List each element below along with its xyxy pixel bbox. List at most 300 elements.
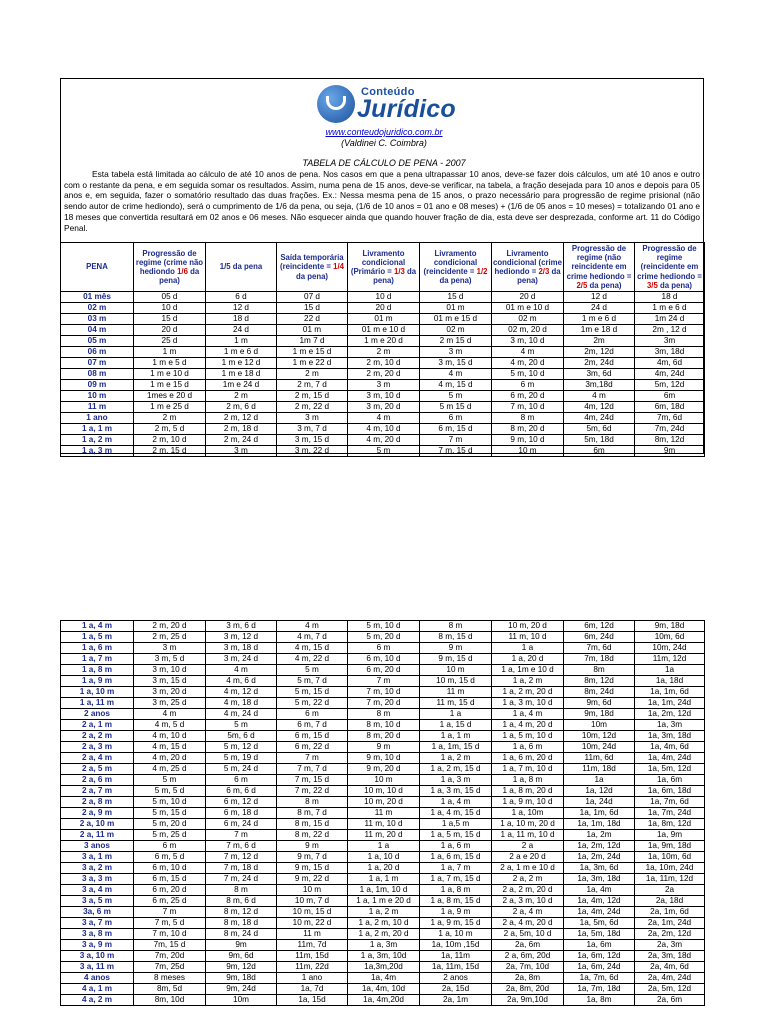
value-cell: 6m, 24d (564, 632, 635, 643)
value-cell: 01 m (277, 325, 348, 336)
value-cell: 11m, 12d (635, 654, 705, 665)
value-cell: 2 a (492, 841, 564, 852)
value-cell: 1a, 8m, 12d (635, 819, 705, 830)
value-cell: 1 a, 10 d (348, 852, 420, 863)
value-cell: 1 a, 2 m (348, 907, 420, 918)
value-cell: 1a, 12d (564, 786, 635, 797)
value-cell: 10m, 24d (635, 643, 705, 654)
value-cell: 8m, 10d (134, 995, 206, 1006)
value-cell: 1a, 24d (564, 797, 635, 808)
value-cell: 5 m, 19 d (206, 753, 277, 764)
pena-table-bottom (60, 620, 705, 1006)
table-row (61, 336, 705, 347)
value-cell: 3 m, 7 d (277, 424, 348, 435)
value-cell: 2 m, 18 d (206, 424, 277, 435)
value-cell: 4m, 6d (635, 358, 705, 369)
value-cell: 10 m (348, 775, 420, 786)
value-cell: 7m, 6d (564, 643, 635, 654)
value-cell: 5 m, 20 d (134, 819, 206, 830)
value-cell: 1a, 6m, 18d (635, 786, 705, 797)
pena-cell: 10 m (61, 391, 134, 402)
value-cell: 10 m (492, 446, 564, 457)
value-cell: 5 m, 10 d (348, 621, 420, 632)
value-cell: 1 a, 1 m (420, 731, 492, 742)
column-header: Progressão de regime (reincidente em crime hediondo = 3/5 da pena) (635, 243, 705, 292)
value-cell: 4 m, 15 d (277, 643, 348, 654)
value-cell: 12 d (564, 292, 635, 303)
value-cell: 10 m, 15 d (420, 676, 492, 687)
value-cell: 2 a, 2 m (492, 874, 564, 885)
table-row (61, 632, 705, 643)
value-cell: 2 m (206, 391, 277, 402)
value-cell: 25 d (134, 336, 206, 347)
value-cell: 15 d (420, 292, 492, 303)
value-cell: 4 m, 10 d (134, 731, 206, 742)
intro-paragraph: Esta tabela está limitada ao cálculo de até 10 anos de pena. Nos casos em que a pena ultrapassar 10 anos, deve-se fazer dois cálculos, um até 10 anos e outro com o restante da pena, e em seguida somar os resultados. Assim, numa pena de 15 anos, deve-se verificar, na tabela, a fração desejada para 10 anos e depois para 05 anos e, em seguida, fazer o somatório resultado das duas frações. Ex.: Nessa mesma pena de 15 anos, o prazo necessário para progressão de regime prisional (não sendo autor de crime hediondo), será o cumprimento de 1/6 da pena, ou seja, (1/6 de 10 anos = 01 ano e 08 meses) + (1/6 de 05 anos = 10 meses) = totalizando 01 ano e 18 meses que convertida resultará em 02 anos e 06 meses. Não esquecer ainda que quando houver fração de dia, esta deve ser desprezada, conforme art. 11 do Código Penal. (64, 169, 700, 233)
pena-cell: 1 a, 8 m (61, 665, 134, 676)
value-cell: 8 m, 10 d (348, 720, 420, 731)
value-cell: 9m, 18d (635, 621, 705, 632)
value-cell: 10 m, 15 d (277, 907, 348, 918)
value-cell: 2m (564, 336, 635, 347)
value-cell: 2 a, 5m, 10 d (492, 929, 564, 940)
value-cell: 10 d (348, 292, 420, 303)
value-cell: 1a, 1m, 18d (564, 819, 635, 830)
value-cell: 2a, 3m (635, 940, 705, 951)
value-cell: 1 m e 10 d (134, 369, 206, 380)
value-cell: 4 m (206, 665, 277, 676)
value-cell: 1a, 2m, 12d (635, 709, 705, 720)
table-row (61, 347, 705, 358)
value-cell: 9m (206, 940, 277, 951)
value-cell: 8 m, 24 d (206, 929, 277, 940)
value-cell: 7 m, 18 d (206, 863, 277, 874)
pena-cell: 11 m (61, 402, 134, 413)
value-cell: 6 m (492, 380, 564, 391)
value-cell: 2m, 24d (564, 358, 635, 369)
value-cell: 1 m e 6 d (635, 303, 705, 314)
value-cell: 07 d (277, 292, 348, 303)
value-cell: 1a, 7m, 6d (635, 797, 705, 808)
value-cell: 11 m, 10 d (492, 632, 564, 643)
value-cell: 6 m, 24 d (206, 819, 277, 830)
value-cell: 01 m e 10 d (492, 303, 564, 314)
value-cell: 4 m, 10 d (348, 424, 420, 435)
value-cell: 10 m, 20 d (348, 797, 420, 808)
value-cell: 11m, 6d (564, 753, 635, 764)
value-cell: 4 m, 20 d (492, 358, 564, 369)
value-cell: 01 m (348, 314, 420, 325)
value-cell: 7 m, 5 d (134, 918, 206, 929)
pena-cell: 04 m (61, 325, 134, 336)
value-cell: 1a, 6m, 12d (564, 951, 635, 962)
value-cell: 2a, 15d (420, 984, 492, 995)
pena-cell: 4 a, 2 m (61, 995, 134, 1006)
value-cell: 11 m (420, 687, 492, 698)
value-cell: 4 m, 7 d (277, 632, 348, 643)
pena-cell: 3 a, 4 m (61, 885, 134, 896)
value-cell: 3 m, 15 d (277, 435, 348, 446)
value-cell: 02 m, 20 d (492, 325, 564, 336)
pena-cell: 3 a, 9 m (61, 940, 134, 951)
table-row (61, 962, 705, 973)
pena-cell: 4 a, 1 m (61, 984, 134, 995)
table-row (61, 852, 705, 863)
value-cell: 4 m, 15 d (420, 380, 492, 391)
value-cell: 2 m, 5 d (134, 424, 206, 435)
value-cell: 1 a, 4 m, 20 d (492, 720, 564, 731)
value-cell: 6 m, 20 d (134, 885, 206, 896)
value-cell: 02 m (492, 314, 564, 325)
table-row (61, 951, 705, 962)
value-cell: 9m, 18d (564, 709, 635, 720)
table-row (61, 435, 705, 446)
table-row (61, 314, 705, 325)
column-header: Livramento condicional (Primário = 1/3 da pena) (348, 243, 420, 292)
value-cell: 6m (564, 446, 635, 457)
value-cell: 6m (635, 391, 705, 402)
value-cell: 9m (635, 446, 705, 457)
value-cell: 6 m, 12 d (206, 797, 277, 808)
value-cell: 1 m e 18 d (206, 369, 277, 380)
value-cell: 8 m (277, 797, 348, 808)
value-cell: 2a, 3m, 18d (635, 951, 705, 962)
value-cell: 6 m, 20 d (492, 391, 564, 402)
value-cell: 8 m, 20 d (492, 424, 564, 435)
value-cell: 5m, 12d (635, 380, 705, 391)
value-cell: 3 m, 15 d (134, 676, 206, 687)
value-cell: 4 m, 22 d (277, 654, 348, 665)
value-cell: 15 d (134, 314, 206, 325)
pena-cell: 2 a, 7 m (61, 786, 134, 797)
value-cell: 1 a (492, 643, 564, 654)
table-row (61, 885, 705, 896)
value-cell: 9m, 18d (206, 973, 277, 984)
value-cell: 1 m e 22 d (277, 358, 348, 369)
value-cell: 3 m, 6 d (206, 621, 277, 632)
value-cell: 1a, 2m, 12d (564, 841, 635, 852)
table-row (61, 687, 705, 698)
value-cell: 1 a, 6 m, 20 d (492, 753, 564, 764)
value-cell: 9 m, 22 d (277, 874, 348, 885)
pena-cell: 3 a, 11 m (61, 962, 134, 973)
value-cell: 4 m, 6 d (206, 676, 277, 687)
value-cell: 1a (564, 775, 635, 786)
value-cell: 1a, 1m, 6d (564, 808, 635, 819)
value-cell: 1m e 18 d (564, 325, 635, 336)
value-cell: 11m, 22d (277, 962, 348, 973)
value-cell: 1 a, 1 m e 20 d (348, 896, 420, 907)
value-cell: 10m, 6d (635, 632, 705, 643)
value-cell: 1a,3m,20d (348, 962, 420, 973)
value-cell: 1 a,5 m (420, 819, 492, 830)
table-row (61, 830, 705, 841)
value-cell: 5 m, 15 d (277, 687, 348, 698)
pena-cell: 3 anos (61, 841, 134, 852)
value-cell: 2 a e 20 d (492, 852, 564, 863)
value-cell: 4m, 24d (564, 413, 635, 424)
value-cell: 3m, 6d (564, 369, 635, 380)
value-cell: 1a, 11m, 12d (635, 874, 705, 885)
pena-cell: 3 a, 7 m (61, 918, 134, 929)
value-cell: 6 m, 15 d (277, 731, 348, 742)
value-cell: 5 m (420, 391, 492, 402)
value-cell: 1a, 10m, 6d (635, 852, 705, 863)
website-link[interactable]: www.conteudojuridico.com.br (325, 127, 443, 137)
value-cell: 1a, 1m, 24d (635, 698, 705, 709)
value-cell: 5 m, 7 d (277, 676, 348, 687)
value-cell: 11 m, 15 d (420, 698, 492, 709)
value-cell: 1 a, 5 m, 10 d (492, 731, 564, 742)
table-row (61, 665, 705, 676)
value-cell: 3 m (420, 347, 492, 358)
value-cell: 1 a, 3 m (420, 775, 492, 786)
value-cell: 1m e 24 d (206, 380, 277, 391)
value-cell: 3m, 18d (635, 347, 705, 358)
value-cell: 9 m, 15 d (420, 654, 492, 665)
value-cell: 1 a, 3 m, 10 d (492, 698, 564, 709)
value-cell: 1a, 7m, 24d (635, 808, 705, 819)
value-cell: 9 m (277, 841, 348, 852)
value-cell: 18 d (635, 292, 705, 303)
value-cell: 7 m (348, 676, 420, 687)
pena-cell: 1 a, 10 m (61, 687, 134, 698)
value-cell: 2a (635, 885, 705, 896)
table-row (61, 720, 705, 731)
logo-top-text: Conteúdo (361, 86, 415, 98)
table-row (61, 380, 705, 391)
value-cell: 8 m, 20 d (348, 731, 420, 742)
value-cell: 1 a, 6 m, 15 d (420, 852, 492, 863)
value-cell: 1a, 2m (564, 830, 635, 841)
value-cell: 1a, 3m, 18d (564, 874, 635, 885)
value-cell: 4 m, 24 d (206, 709, 277, 720)
value-cell: 11 m, 10 d (348, 819, 420, 830)
value-cell: 2 anos (420, 973, 492, 984)
value-cell: 5m, 6 d (206, 731, 277, 742)
value-cell: 6 m, 15 d (134, 874, 206, 885)
value-cell: 1m 24 d (635, 314, 705, 325)
value-cell: 3 m, 12 d (206, 632, 277, 643)
value-cell: 1 m e 6 d (564, 314, 635, 325)
value-cell: 2a, 6m (635, 995, 705, 1006)
value-cell: 1 a, 20 d (348, 863, 420, 874)
value-cell: 1 a, 15 d (420, 720, 492, 731)
pena-cell: 1 a, 4 m (61, 621, 134, 632)
value-cell: 2 a, 3 m, 10 d (492, 896, 564, 907)
value-cell: 2 m, 10 d (348, 358, 420, 369)
value-cell: 1a, 8m (564, 995, 635, 1006)
value-cell: 1a, 4m, 6d (635, 742, 705, 753)
value-cell: 1a, 7m, 18d (564, 984, 635, 995)
value-cell: 1a, 18d (635, 676, 705, 687)
value-cell: 1 m e 25 d (134, 402, 206, 413)
column-header: Livramento condicional (crime hediondo = 2/3 da pena) (492, 243, 564, 292)
value-cell: 5 m (134, 775, 206, 786)
value-cell: 4 m, 12 d (206, 687, 277, 698)
value-cell: 1 a, 10m (492, 808, 564, 819)
table-row (61, 896, 705, 907)
table-row (61, 907, 705, 918)
value-cell: 1a, 6m (635, 775, 705, 786)
value-cell: 3 m (206, 446, 277, 457)
value-cell: 1 a, 9 m, 10 d (492, 797, 564, 808)
value-cell: 3 m (277, 413, 348, 424)
value-cell: 2 m, 22 d (277, 402, 348, 413)
column-header: PENA (61, 243, 134, 292)
value-cell: 2 m (277, 369, 348, 380)
value-cell: 1 a, 2 m, 20 d (492, 687, 564, 698)
table-row (61, 391, 705, 402)
pena-cell: 2 a, 3 m (61, 742, 134, 753)
table-row (61, 676, 705, 687)
value-cell: 4m, 12d (564, 402, 635, 413)
value-cell: 6 m, 22 d (277, 742, 348, 753)
value-cell: 2 a, 4 m (492, 907, 564, 918)
value-cell: 2a, 8m (492, 973, 564, 984)
value-cell: 6 m, 25 d (134, 896, 206, 907)
value-cell: 1 a, 2 m, 15 d (420, 764, 492, 775)
value-cell: 5m, 6d (564, 424, 635, 435)
value-cell: 1a, 4m (348, 973, 420, 984)
value-cell: 1 m e 5 d (134, 358, 206, 369)
value-cell: 1 a, 8 m, 20 d (492, 786, 564, 797)
value-cell: 1 a (420, 709, 492, 720)
value-cell: 8 m, 6 d (206, 896, 277, 907)
value-cell: 6 m (134, 841, 206, 852)
value-cell: 11 m (348, 808, 420, 819)
value-cell: 8m (564, 665, 635, 676)
value-cell: 1mes e 20 d (134, 391, 206, 402)
value-cell: 2a, 9m,10d (492, 995, 564, 1006)
table-row (61, 643, 705, 654)
value-cell: 1 m e 15 d (134, 380, 206, 391)
value-cell: 1 a, 1 m (348, 874, 420, 885)
table-row (61, 698, 705, 709)
value-cell: 6 m, 18 d (206, 808, 277, 819)
value-cell: 2 m, 15 d (134, 446, 206, 457)
pena-table-top (60, 242, 705, 457)
value-cell: 2a, 1m, 24d (635, 918, 705, 929)
pena-cell: 06 m (61, 347, 134, 358)
value-cell: 7 m, 15 d (420, 446, 492, 457)
table-row (61, 995, 705, 1006)
value-cell: 1 ano (277, 973, 348, 984)
pena-cell: 3a, 6 m (61, 907, 134, 918)
value-cell: 5 m, 10 d (134, 797, 206, 808)
value-cell: 1a, 9m, 18d (635, 841, 705, 852)
value-cell: 5 m (206, 720, 277, 731)
value-cell: 10m (206, 995, 277, 1006)
value-cell: 7 m (420, 435, 492, 446)
value-cell: 3 m (348, 380, 420, 391)
table-row (61, 292, 705, 303)
value-cell: 1 a, 2 m (420, 753, 492, 764)
value-cell: 1a, 6m (564, 940, 635, 951)
value-cell: 1 a, 10 m (420, 929, 492, 940)
value-cell: 3 m, 25 d (134, 698, 206, 709)
value-cell: 2 m, 7 d (277, 380, 348, 391)
value-cell: 10 m (277, 885, 348, 896)
value-cell: 2 m, 10 d (134, 435, 206, 446)
value-cell: 5 m, 22 d (277, 698, 348, 709)
table-row (61, 358, 705, 369)
value-cell: 1 a, 8 m (492, 775, 564, 786)
value-cell: 1 a, 1m, 15 d (420, 742, 492, 753)
value-cell: 7m, 15 d (134, 940, 206, 951)
column-header: Saída temporária (reincidente = 1/4 da pena) (277, 243, 348, 292)
value-cell: 05 d (134, 292, 206, 303)
value-cell: 1 a, 3m, 10d (348, 951, 420, 962)
pena-cell: 03 m (61, 314, 134, 325)
pena-cell: 2 anos (61, 709, 134, 720)
value-cell: 1a, 7m, 6d (564, 973, 635, 984)
value-cell: 2m , 12 d (635, 325, 705, 336)
value-cell: 2a, 1m, 6d (635, 907, 705, 918)
value-cell: 1 a, 8 m (420, 885, 492, 896)
value-cell: 1a, 4m,20d (348, 995, 420, 1006)
value-cell: 8 m, 22 d (277, 830, 348, 841)
value-cell: 6m, 12d (564, 621, 635, 632)
value-cell: 24 d (564, 303, 635, 314)
value-cell: 1a, 4m (564, 885, 635, 896)
table-row (61, 424, 705, 435)
value-cell: 1a, 4m, 10d (348, 984, 420, 995)
value-cell: 1a, 5m, 18d (564, 929, 635, 940)
value-cell: 1m 7 d (277, 336, 348, 347)
value-cell: 1a, 7d (277, 984, 348, 995)
value-cell: 1 m e 12 d (206, 358, 277, 369)
value-cell: 2 m, 20 d (348, 369, 420, 380)
value-cell: 8m, 12d (635, 435, 705, 446)
pena-cell: 2 a, 1 m (61, 720, 134, 731)
value-cell: 2 a, 6m, 20d (492, 951, 564, 962)
value-cell: 1 a, 20 d (492, 654, 564, 665)
value-cell: 9 m (420, 643, 492, 654)
value-cell: 5 m, 12 d (206, 742, 277, 753)
pena-cell: 1 a, 3 m (61, 446, 134, 457)
table-row (61, 929, 705, 940)
pena-cell: 2 a, 5 m (61, 764, 134, 775)
value-cell: 5 m (277, 665, 348, 676)
value-cell: 8m, 12d (564, 676, 635, 687)
table-row (61, 413, 705, 424)
pena-cell: 4 anos (61, 973, 134, 984)
value-cell: 1a, 3m (635, 720, 705, 731)
value-cell: 1a, 10m ,15d (420, 940, 492, 951)
value-cell: 8 m (420, 621, 492, 632)
logo-circle-icon (317, 85, 355, 123)
table-row (61, 984, 705, 995)
value-cell: 11 m (277, 929, 348, 940)
value-cell: 2 m, 24 d (206, 435, 277, 446)
value-cell: 01 m e 15 d (420, 314, 492, 325)
value-cell: 1 a, 7 m, 15 d (420, 874, 492, 885)
value-cell: 3 m, 15 d (420, 358, 492, 369)
value-cell: 6 m (348, 643, 420, 654)
value-cell: 11m, 7d (277, 940, 348, 951)
value-cell: 3 m, 5 d (134, 654, 206, 665)
value-cell: 1 a, 9 m (420, 907, 492, 918)
value-cell: 4 m, 25 d (134, 764, 206, 775)
value-cell: 4 m (492, 347, 564, 358)
value-cell: 1 a, 7 m (420, 863, 492, 874)
value-cell: 3 m, 20 d (134, 687, 206, 698)
value-cell: 6 d (206, 292, 277, 303)
value-cell: 3 m, 10 d (348, 391, 420, 402)
value-cell: 9m, 24d (206, 984, 277, 995)
value-cell: 8 m, 7 d (277, 808, 348, 819)
